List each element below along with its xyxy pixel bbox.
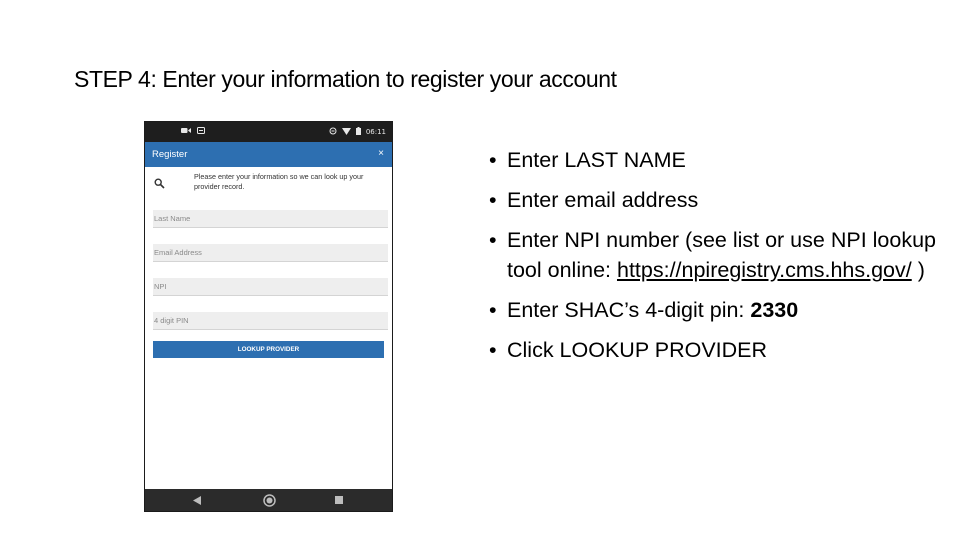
last-name-field[interactable] bbox=[153, 210, 388, 228]
list-item bbox=[485, 335, 955, 365]
pin-value: 2330 bbox=[750, 298, 799, 322]
instruction-lookup: Click LOOKUP PROVIDER bbox=[507, 338, 768, 362]
instruction-pin: Enter SHAC’s 4-digit pin: bbox=[507, 298, 745, 322]
prompt-row bbox=[154, 172, 384, 194]
status-time: 06:11 bbox=[365, 128, 386, 136]
status-bar bbox=[145, 122, 392, 142]
app-bar-title: Register bbox=[152, 149, 188, 160]
list-item bbox=[485, 295, 955, 325]
npi-field[interactable] bbox=[153, 278, 388, 296]
lookup-provider-button[interactable]: LOOKUP PROVIDER bbox=[153, 341, 384, 358]
back-icon[interactable] bbox=[190, 493, 204, 507]
close-icon[interactable]: × bbox=[378, 148, 384, 159]
pin-field[interactable] bbox=[153, 312, 388, 330]
list-item bbox=[485, 145, 955, 175]
data-saver-icon bbox=[329, 127, 337, 137]
phone-screenshot bbox=[144, 121, 393, 512]
instruction-email: Enter email address bbox=[507, 188, 699, 212]
instruction-npi-suffix: ) bbox=[917, 258, 925, 282]
nav-bar bbox=[145, 489, 392, 511]
list-item bbox=[485, 225, 955, 285]
video-icon bbox=[181, 127, 191, 136]
bullet: • bbox=[489, 188, 497, 212]
npi-registry-link[interactable]: https://npiregistry.cms.hhs.gov/ bbox=[616, 258, 912, 282]
battery-icon bbox=[356, 127, 361, 137]
home-icon[interactable] bbox=[259, 493, 279, 507]
recents-icon[interactable] bbox=[332, 493, 346, 507]
list-item bbox=[485, 185, 955, 215]
bullet: • bbox=[489, 228, 497, 252]
app-bar bbox=[145, 142, 392, 167]
bullet: • bbox=[489, 338, 497, 362]
slide-title: STEP 4: Enter your information to register your account bbox=[74, 66, 617, 92]
bullet: • bbox=[489, 298, 497, 322]
bullet: • bbox=[489, 148, 497, 172]
instruction-last-name: Enter LAST NAME bbox=[507, 148, 686, 172]
wifi-icon bbox=[342, 127, 351, 137]
email-field[interactable] bbox=[153, 244, 388, 262]
search-icon bbox=[154, 178, 165, 189]
notification-icon bbox=[197, 127, 205, 136]
instruction-npi: Enter NPI number (see list or use NPI lookup tool online: bbox=[507, 228, 936, 282]
instruction-list bbox=[485, 145, 955, 375]
prompt-text: Please enter your information so we can look up your provider record. bbox=[194, 172, 364, 191]
